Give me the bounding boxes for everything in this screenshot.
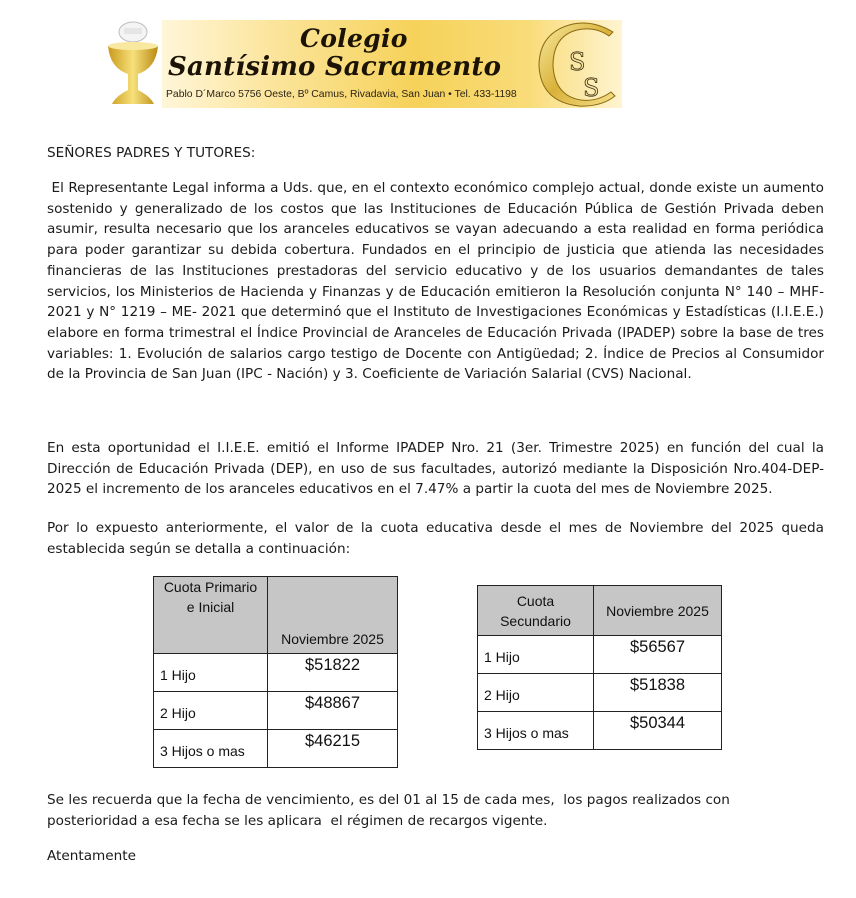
table-row [154,692,398,730]
table-row [154,730,398,768]
svg-text:S: S [569,48,586,76]
paragraph-due-date: Se les recuerda que la fecha de vencimiento, es del 01 al 15 de cada mes, los pagos realizados con posterioridad a esa fecha se les aplicara el régimen de recargos vigente. [47,792,735,829]
row-label: 3 Hijos o mas [154,730,268,768]
paragraph-context: El Representante Legal informa a Uds. que, en el contexto económico complejo actual, donde existe un aumento sostenido y generalizado de los costos que las Instituciones de Educación Pública de Gestión Privada deben asumir, resulta necesario que los aranceles educativos se vayan adecuando a esta realidad en forma periódica para poder garantizar su debida cobertura. Fundados en el principio de justicia que atienda las necesidades financieras de las Instituciones prestadoras del servicio educativo y de los usuarios demandantes de tales servicios, los Ministerios de Hacienda y Finanzas y de Educación emitieron la Resolución conjunta N° 140 – MHF- 2021 y N° 1219 – ME- 2021 que determinó que el Instituto de Investigaciones Económicas y Estadísticas (I.I.E.E.) elabore en forma trimestral el Índice Provincial de Aranceles de Educación Privada (IPADEP) sobre la base de tres variables: 1. Evolución de salarios cargo testigo de Docente con Antigüedad; 2. Índice de Precios al Consumidor de la Provincia de San Juan (IPC - Nación) y 3. Coeficiente de Variación Salarial (CVS) Nacional. [47,180,829,383]
school-name-line2: Santísimo Sacramento [168,52,502,82]
table-header-row [478,586,722,636]
paragraph-increase: En esta oportunidad el I.I.E.E. emitió el Informe IPADEP Nro. 21 (3er. Trimestre 2025) en función del cual la Dirección de Educación Privada (DEP), en uso de sus facultades, autorizó mediante la Disposición Nro.404-DEP-2025 el incremento de los aranceles educativos en el 7.47% a partir la cuota del mes de Noviembre 2025. [47,440,824,498]
table-header-level: Cuota Primario e Inicial [154,577,268,654]
row-label: 1 Hijo [478,636,594,674]
row-label: 3 Hijos o mas [478,712,594,750]
row-amount: $46215 [268,730,398,768]
letterhead [100,18,625,110]
table-header-month: Noviembre 2025 [268,577,398,654]
table-row [478,712,722,750]
table-row [478,636,722,674]
row-amount: $51838 [594,674,722,712]
table-row [154,654,398,692]
table-row [478,674,722,712]
table-header-level: Cuota Secundario [478,586,594,636]
row-label: 1 Hijo [154,654,268,692]
fee-table-secundario [477,585,722,750]
css-monogram-icon [535,18,623,110]
row-amount: $56567 [594,636,722,674]
row-label: 2 Hijo [154,692,268,730]
row-amount: $51822 [268,654,398,692]
table-header-row [154,577,398,654]
row-amount: $48867 [268,692,398,730]
paragraph-new-fees-intro: Por lo expuesto anteriormente, el valor de la cuota educativa desde el mes de Noviembre del 2025 queda establecida según se detalla a continuación: [47,520,824,557]
chalice-icon [100,20,170,110]
row-label: 2 Hijo [478,674,594,712]
fee-table-primario [153,576,398,768]
salutation: SEÑORES PADRES Y TUTORES: [47,145,256,161]
school-address: Pablo D´Marco 5756 Oeste, Bº Camus, Rivadavia, San Juan • Tel. 433-1198 [166,89,517,100]
row-amount: $50344 [594,712,722,750]
school-name-line1: Colegio [300,24,408,53]
closing: Atentamente [47,848,136,864]
svg-text:S: S [583,74,600,102]
table-header-month: Noviembre 2025 [594,586,722,636]
